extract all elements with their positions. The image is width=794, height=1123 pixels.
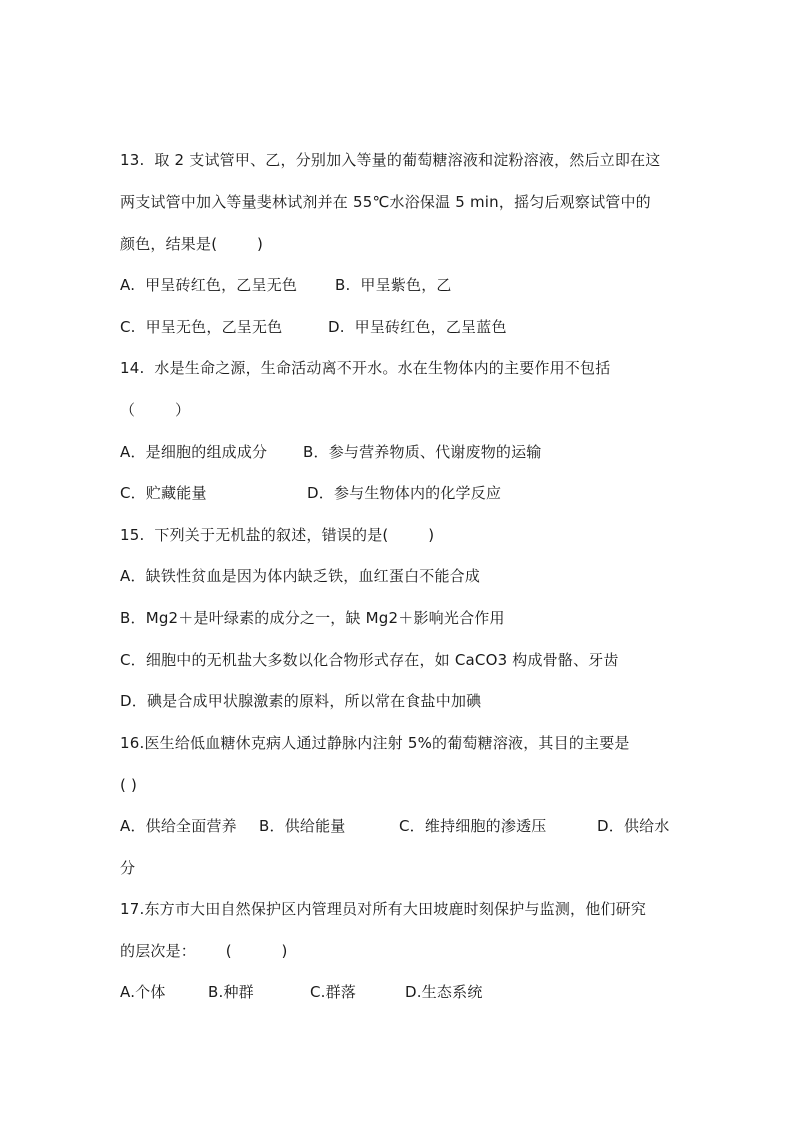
q17-stem-line-2: 的层次是： ( )	[120, 942, 288, 960]
q16-stem-line-2: ( )	[120, 776, 138, 794]
q15-option-c: C．细胞中的无机盐大多数以化合物形式存在，如 CaCO3 构成骨骼、牙齿	[120, 651, 619, 669]
q16-stem-line-1: 16.医生给低血糖休克病人通过静脉内注射 5%的葡萄糖溶液，其目的主要是	[120, 734, 630, 752]
q16-option-d-continued: 分	[120, 859, 136, 877]
q17-options-row	[120, 982, 483, 1102]
q17-option-c: C.群落	[310, 983, 357, 1001]
q16-option-d: D．供给水	[597, 817, 670, 835]
q13-option-c: C. 甲呈无色，乙呈无色	[120, 318, 283, 336]
q17-option-b: B.种群	[208, 983, 254, 1001]
q13-stem-line-3: 颜色，结果是( )	[120, 235, 264, 253]
q13-option-d: D. 甲呈砖红色，乙呈蓝色	[328, 318, 507, 336]
q13-option-b: B. 甲呈紫色，乙	[335, 276, 452, 294]
q16-option-a: A．供给全面营养	[120, 817, 237, 835]
q14-option-a: A．是细胞的组成成分	[120, 443, 268, 461]
q15-option-d: D．碘是合成甲状腺激素的原料，所以常在食盐中加碘	[120, 692, 482, 710]
q15-option-a: A．缺铁性贫血是因为体内缺乏铁，血红蛋白不能合成	[120, 567, 481, 585]
q17-stem-line-1: 17.东方市大田自然保护区内管理员对所有大田坡鹿时刻保护与监测，他们研究	[120, 900, 647, 918]
q17-option-d: D.生态系统	[405, 983, 483, 1001]
q14-stem-line-1: 14. 水是生命之源，生命活动离不开水。水在生物体内的主要作用不包括	[120, 359, 611, 377]
q13-stem-line-2: 两支试管中加入等量斐林试剂并在 55℃水浴保温 5 min，摇匀后观察试管中的	[120, 193, 651, 211]
q14-option-d: D．参与生物体内的化学反应	[307, 484, 502, 502]
q16-option-c: C．维持细胞的渗透压	[399, 817, 547, 835]
q13-option-a: A. 甲呈砖红色，乙呈无色	[120, 276, 298, 294]
q14-option-c: C．贮藏能量	[120, 484, 207, 502]
q15-stem-line-1: 15. 下列关于无机盐的叙述，错误的是( )	[120, 526, 435, 544]
q14-option-b: B．参与营养物质、代谢废物的运输	[303, 443, 542, 461]
q17-option-a: A.个体	[120, 983, 166, 1001]
q13-stem-line-1: 13. 取 2 支试管甲、乙，分别加入等量的葡萄糖溶液和淀粉溶液，然后立即在这	[120, 151, 661, 169]
q16-option-b: B．供给能量	[259, 817, 346, 835]
q15-option-b: B．Mg2＋是叶绿素的成分之一，缺 Mg2＋影响光合作用	[120, 609, 505, 627]
q14-stem-line-2: （ ）	[120, 401, 191, 419]
